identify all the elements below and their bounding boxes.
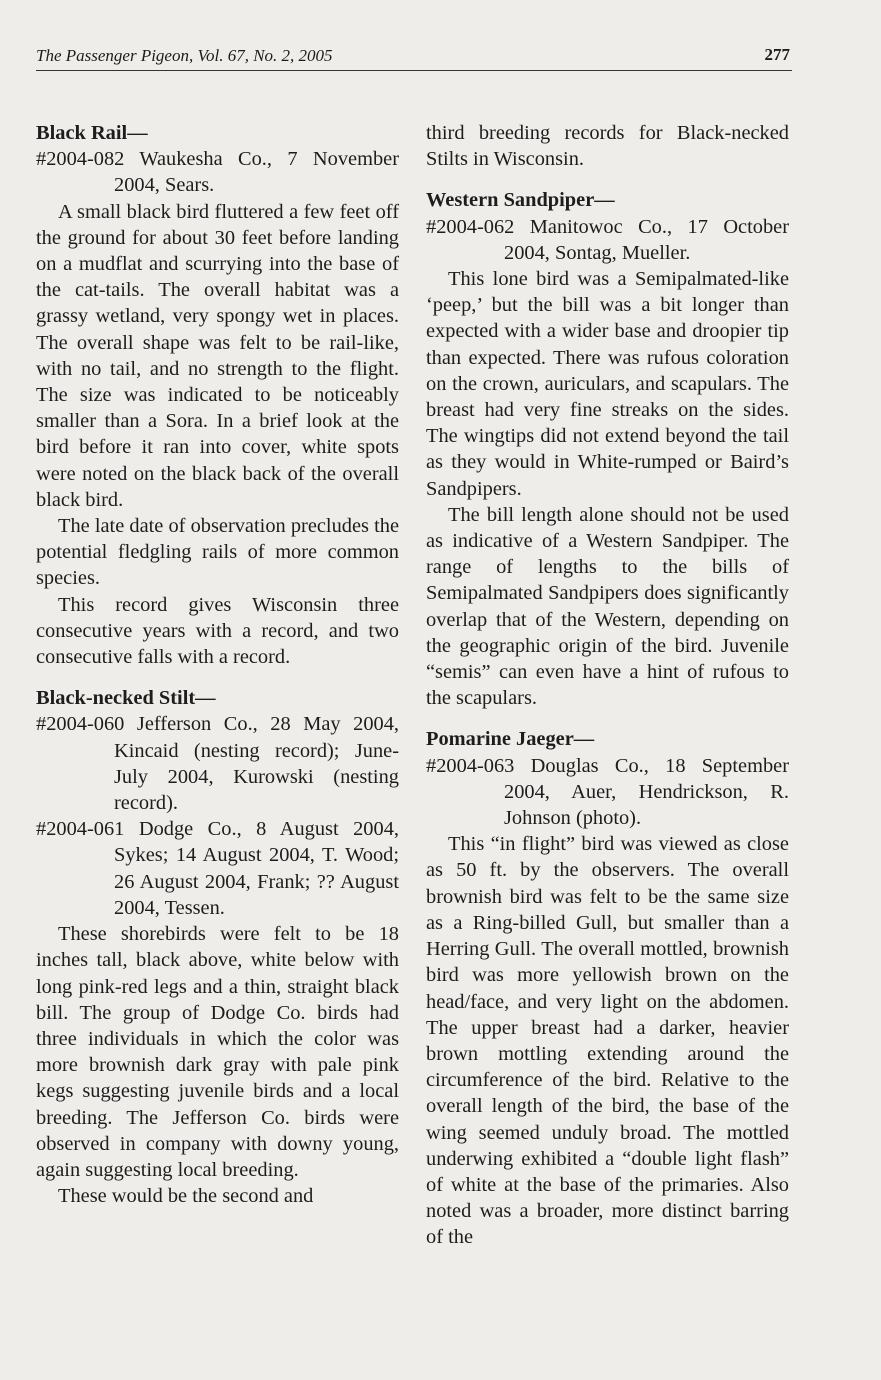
black-rail-paragraph-1: A small black bird fluttered a few feet off the ground for about 30 feet before landing on a mudflat and scurrying into the base of the cat-tails. The overall habitat was a grassy wetland, very spongy wet in places. The overall shape was felt to be rail-like, with no tail, and no strength to the flight. The size was indicated to be noticeably smaller than a Sora. In a brief look at the bird before it ran into cover, white spots were noted on the black back of the overall black bird. xyxy=(36,200,399,511)
stilt-paragraph-1: These shorebirds were felt to be 18 inches tall, black above, white below with long pink-red legs and a thin, straight black bill. The group of Dodge Co. birds had three individuals in which the color was more brownish dark gray with pale pink kegs suggesting juvenile birds and a local breeding. The Jefferson Co. birds were observed in company with downy young, again suggesting local breeding. xyxy=(36,923,399,1181)
stilt-heading: Black-necked Stilt— xyxy=(36,687,216,710)
stilt-paragraph-2: These would be the second and xyxy=(58,1185,314,1208)
western-sandpiper-record: #2004-062 Manitowoc Co., 17 October 2004, Sontag, Mueller. xyxy=(426,215,789,264)
right-column xyxy=(426,120,789,1251)
running-head: The Passenger Pigeon, Vol. 67, No. 2, 2005 xyxy=(36,46,333,65)
pomarine-jaeger-paragraph-1: This “in flight” bird was viewed as close as 50 ft. by the observers. The overall brownish bird was felt to be the same size as a Ring-billed Gull, but smaller than a Herring Gull. The overall mottled, brownish bird was more yellowish brown on the head/face, and very light on the abdomen. The upper breast had a darker, heavier brown mottling extending around the circumference of the bird. Relative to the overall length of the bird, the base of the wing seemed unduly broad. The mottled underwing exhibited a “double light flash” of white at the base of the primaries. Also noted was a broader, more distinct barring of the xyxy=(426,833,789,1249)
page-header xyxy=(36,44,792,71)
stilt-continued-text: third breeding records for Black-necked Stilts in Wisconsin. xyxy=(426,122,789,171)
western-sandpiper-heading: Western Sandpiper— xyxy=(426,189,615,212)
black-rail-heading: Black Rail— xyxy=(36,122,148,144)
stilt-record-2: #2004-061 Dodge Co., 8 August 2004, Sykes; 14 August 2004, T. Wood; 26 August 2004, Frank; ?? August 2004, Tessen. xyxy=(36,818,399,919)
black-rail-paragraph-3: This record gives Wisconsin three consecutive years with a record, and two consecutive falls with a record. xyxy=(36,593,399,669)
stilt-record-1: #2004-060 Jefferson Co., 28 May 2004, Kincaid (nesting record); June-July 2004, Kurowski (nesting record). xyxy=(36,713,399,815)
black-rail-record: #2004-082 Waukesha Co., 7 November 2004, Sears. xyxy=(36,148,399,197)
page-number: 277 xyxy=(764,45,790,64)
pomarine-jaeger-heading: Pomarine Jaeger— xyxy=(426,728,595,751)
western-sandpiper-paragraph-2: The bill length alone should not be used as indicative of a Western Sandpiper. The range of lengths to the bills of Semipalmated Sandpipers does significantly overlap that of the Western, depending on the geographic origin of the bird. Juvenile “semis” can even have a hint of rufous to the scapulars. xyxy=(426,503,789,710)
western-sandpiper-paragraph-1: This lone bird was a Semipalmated-like ‘peep,’ but the bill was a bit longer than expected with a wider base and droopier tip than expected. There was rufous coloration on the crown, auriculars, and scapulars. The breast had very fine streaks on the sides. The wingtips did not extend beyond the tail as they would in White-rumped or Baird’s Sandpipers. xyxy=(426,268,789,500)
pomarine-jaeger-record: #2004-063 Douglas Co., 18 September 2004, Auer, Hendrickson, R. Johnson (photo). xyxy=(426,754,789,830)
black-rail-paragraph-2: The late date of observation precludes the potential fledgling rails of more common species. xyxy=(36,515,399,590)
left-column xyxy=(36,120,399,1209)
